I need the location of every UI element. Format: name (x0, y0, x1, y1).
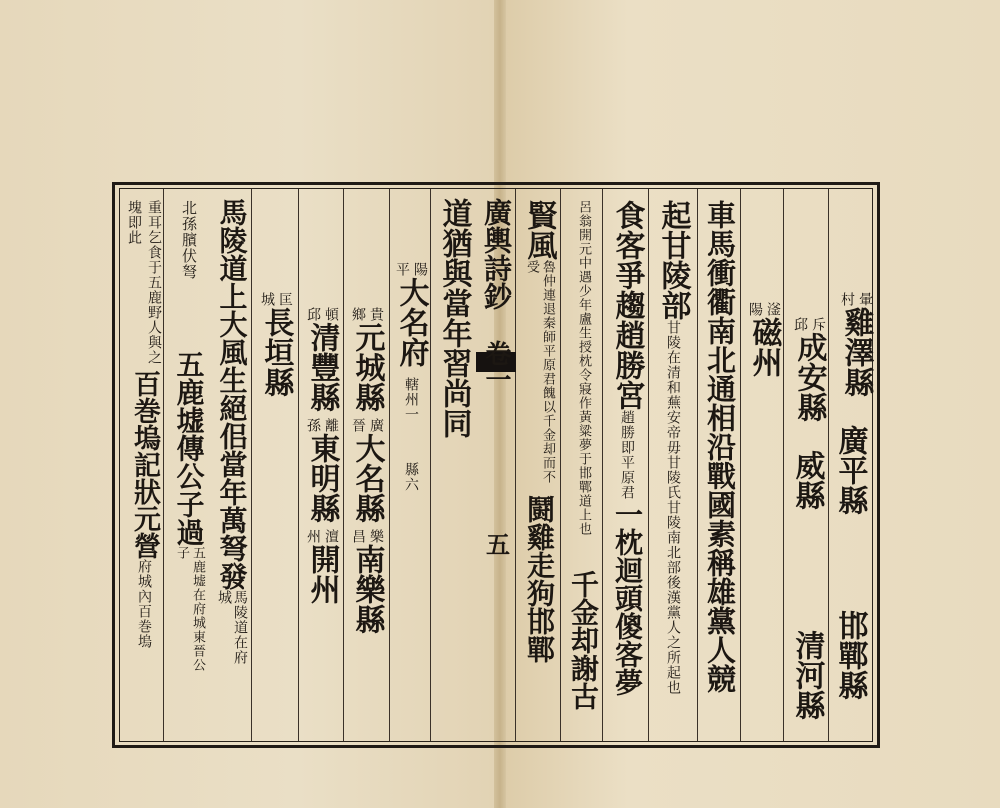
text-column-7 (563, 192, 603, 740)
text-column-2c (785, 450, 829, 590)
column-rule (697, 189, 698, 741)
annotation: 魯仲連退秦師平原君餽以千金却而不受 (524, 260, 555, 484)
annotation-char: 鄉 (350, 307, 366, 322)
annotation-char: 頓 (323, 307, 339, 322)
column-text: 五鹿墟傳公子過 (172, 350, 206, 546)
annotation-char: 廣 (368, 418, 384, 433)
text-column-3c (785, 630, 829, 740)
text-column-12 (300, 192, 344, 740)
annotation: 縣六 (403, 462, 419, 492)
column-text: 馬陵道上大風生絕佀當年萬弩發 (215, 198, 249, 590)
text-column-2b (828, 425, 872, 585)
annotation: 甘陵在清和蕪安帝毋甘陵氏甘陵南北部後漢黨人之所起也 (665, 320, 681, 695)
column-text: 清豐縣 (304, 322, 340, 412)
annotation-char: 村 (839, 292, 855, 307)
annotation-char: 陽 (747, 302, 763, 317)
column-rule (560, 189, 561, 741)
annotation-char: 晉 (350, 418, 366, 433)
annotation-char: 昌 (350, 529, 366, 544)
annotation: 五鹿墟在府城東晉公子 (174, 546, 205, 672)
annotation-char: 斥 (810, 317, 826, 332)
text-column-3 (742, 192, 786, 740)
annotation (792, 317, 826, 332)
column-text: 大名縣 (349, 433, 385, 523)
text-column-13 (254, 192, 298, 740)
column-rule (389, 189, 390, 741)
annotation (350, 307, 384, 322)
column-text: 雞澤縣 (838, 307, 874, 397)
text-column-3b (828, 610, 872, 740)
annotation-char: 邱 (792, 317, 808, 332)
column-text: 賢風 (521, 200, 557, 260)
annotation: 趙勝即平原君 (619, 410, 635, 500)
annotation-char: 樂 (368, 529, 384, 544)
column-text: 大名府 (393, 277, 429, 367)
text-column-6 (605, 192, 649, 740)
annotation (305, 418, 339, 433)
annotation (305, 307, 339, 322)
annotation-char: 城 (259, 292, 275, 307)
column-text: 千金却謝古 (567, 570, 600, 710)
column-text: 磁州 (746, 317, 782, 377)
text-column-14 (212, 192, 252, 740)
annotation (259, 292, 293, 307)
annotation-char: 貴 (368, 307, 384, 322)
column-text: 清河縣 (789, 630, 825, 720)
text-column-15 (168, 192, 210, 740)
annotation (747, 302, 781, 317)
text-column-16 (124, 192, 164, 740)
column-text: 開州 (304, 544, 340, 604)
volume-number: 卷一 (481, 340, 511, 392)
column-text: 一枕迴頭傻客夢 (611, 500, 644, 696)
column-rule (740, 189, 741, 741)
annotation (350, 418, 384, 433)
annotation-char: 平 (394, 262, 410, 277)
text-column-5 (650, 192, 696, 740)
text-column-10 (391, 192, 431, 740)
annotation-char: 陽 (412, 262, 428, 277)
column-text: 道猶與當年習尚同 (436, 198, 472, 438)
book-title: 廣輿詩鈔 (480, 198, 513, 310)
column-text: 邯鄲縣 (832, 610, 868, 700)
annotation-char: 暈 (857, 292, 873, 307)
annotation: 府城內百巻塢 (136, 559, 152, 649)
annotation-char: 孫 (305, 418, 321, 433)
annotation: 呂翁開元中遇少年盧生授枕令寢作黃粱夢于邯鄲道上也 (576, 200, 591, 536)
column-text: 威縣 (789, 450, 825, 510)
page-number: 五 (481, 532, 511, 556)
annotation: 重耳乞食于五鹿野人與之塊即此 (126, 200, 162, 365)
column-text: 車馬衝衢南北通相沿戰國素稱雄黨人競 (703, 200, 737, 693)
annotation (305, 529, 339, 544)
column-text: 百巻塢記狀元營 (129, 370, 160, 559)
text-column-8 (518, 192, 560, 740)
column-text: 廣平縣 (832, 425, 868, 515)
annotation (839, 292, 873, 307)
annotation-char: 澶 (323, 529, 339, 544)
annotation: 馬陵道在府城 (216, 590, 248, 665)
annotation: 北孫臏伏弩 (180, 200, 198, 280)
column-text: 元城縣 (349, 322, 385, 412)
column-text: 食客爭趨趙勝宮 (609, 200, 645, 410)
column-text: 成安縣 (791, 332, 827, 422)
column-text: 長垣縣 (258, 307, 294, 397)
column-rule (298, 189, 299, 741)
column-text: 南樂縣 (349, 544, 385, 634)
column-text: 鬪雞走狗邯鄲 (523, 495, 556, 663)
annotation-char: 離 (323, 418, 339, 433)
annotation (350, 529, 384, 544)
column-text: 東明縣 (304, 433, 340, 523)
column-text: 起甘陵部 (655, 200, 691, 320)
annotation: 轄州一 (403, 377, 419, 422)
annotation-char: 匡 (277, 292, 293, 307)
center-title-column (474, 192, 518, 740)
annotation-char: 邱 (305, 307, 321, 322)
text-column-9 (434, 192, 474, 740)
annotation-char: 滏 (765, 302, 781, 317)
annotation (394, 262, 428, 277)
annotation-char: 州 (305, 529, 321, 544)
text-column-4 (700, 192, 740, 740)
text-column-11 (345, 192, 389, 740)
